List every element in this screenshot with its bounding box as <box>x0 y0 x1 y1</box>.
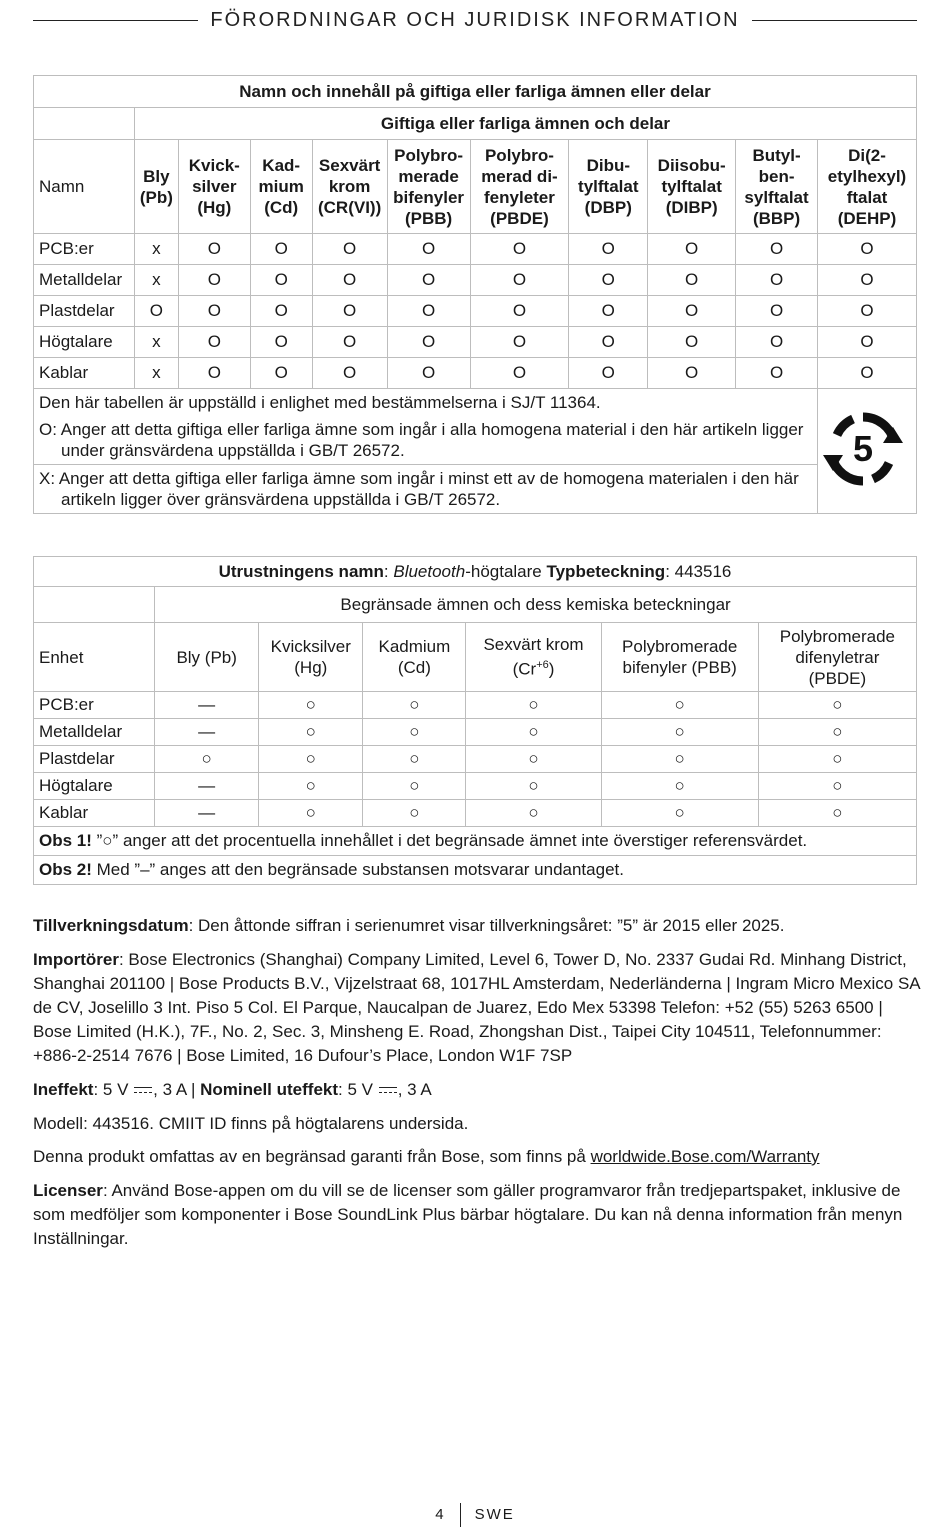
table1-col-header: Butyl- ben- sylftalat (BBP) <box>736 140 818 234</box>
dc-symbol-icon <box>378 1085 398 1097</box>
dc-symbol-icon <box>133 1085 153 1097</box>
table-cell: ○ <box>601 800 758 827</box>
table-cell: ○ <box>601 719 758 746</box>
power-rating: Ineffekt: 5 V , 3 A | Nominell uteffekt: 5 V , 3 A <box>33 1080 432 1099</box>
table-cell: ○ <box>259 746 363 773</box>
table-cell: ○ <box>758 800 916 827</box>
table-cell: x <box>134 234 178 265</box>
table2-unit-header: Enhet <box>34 623 155 692</box>
table-cell: ○ <box>601 746 758 773</box>
row-name: Plastdelar <box>34 296 135 327</box>
table-cell: O <box>312 327 387 358</box>
table2-col-header: Kvicksilver (Hg) <box>259 623 363 692</box>
table-row <box>34 296 917 327</box>
table-cell: O <box>312 358 387 389</box>
table1-col-header: Polybro- merad di- fenyleter (PBDE) <box>470 140 569 234</box>
table2-col-header: Bly (Pb) <box>155 623 259 692</box>
table-cell: O <box>387 358 470 389</box>
table-cell: O <box>387 327 470 358</box>
svg-text:5: 5 <box>852 427 874 469</box>
table-row <box>34 746 917 773</box>
table-cell: ○ <box>601 692 758 719</box>
table-cell: ○ <box>363 773 466 800</box>
table-cell: ○ <box>466 773 601 800</box>
row-name: Metalldelar <box>34 265 135 296</box>
table-cell: ○ <box>259 800 363 827</box>
table-cell: O <box>818 327 917 358</box>
table-cell: ○ <box>259 719 363 746</box>
table-cell: O <box>178 327 250 358</box>
table-cell: x <box>134 358 178 389</box>
table-cell: ○ <box>466 746 601 773</box>
table-cell: O <box>387 296 470 327</box>
table-cell: ○ <box>363 746 466 773</box>
row-name: Högtalare <box>34 327 135 358</box>
efup-logo-cell <box>818 389 917 514</box>
restricted-substances-table <box>33 556 917 885</box>
table-row <box>34 719 917 746</box>
page-footer <box>0 1503 950 1527</box>
table-row <box>34 800 917 827</box>
table-cell: ○ <box>601 773 758 800</box>
table1-col-header: Dibu- tylftalat (DBP) <box>569 140 648 234</box>
table2-title: Utrustningens namn: Bluetooth-högtalare Typbeteckning: 443516 <box>34 557 917 587</box>
table-cell: O <box>736 358 818 389</box>
table-cell: O <box>569 265 648 296</box>
table-cell: O <box>736 327 818 358</box>
table2-group-header: Begränsade ämnen och dess kemiska beteckningar <box>155 587 917 623</box>
table-row <box>34 773 917 800</box>
table-cell: x <box>134 327 178 358</box>
table-cell: ○ <box>363 692 466 719</box>
table-cell: O <box>312 234 387 265</box>
table-cell: O <box>648 234 736 265</box>
table1-col-header: Di(2- etylhexyl) ftalat (DEHP) <box>818 140 917 234</box>
table-cell: O <box>470 327 569 358</box>
table2-col-header: Polybromerade difenyletrar (PBDE) <box>758 623 916 692</box>
row-name: Kablar <box>34 800 155 827</box>
table-cell: O <box>818 234 917 265</box>
licenses-info: Licenser: Använd Bose-appen om du vill se de licenser som gäller programvaror från tredjepartspaket, inklusive de som medföljer som komponenter i Bose SoundLink Plus bärbar högtalare. Du kan nå denna information från menyn Inställningar. <box>33 1181 903 1248</box>
table-cell: ○ <box>758 692 916 719</box>
page-number: 4 <box>435 1505 446 1523</box>
table-cell: ○ <box>758 719 916 746</box>
table-cell: x <box>134 265 178 296</box>
table1-col-header: Bly (Pb) <box>134 140 178 234</box>
table2-col-header: Polybromerade bifenyler (PBB) <box>601 623 758 692</box>
table-cell: — <box>155 773 259 800</box>
footer-separator <box>460 1503 461 1527</box>
table-cell: O <box>470 234 569 265</box>
row-name: Metalldelar <box>34 719 155 746</box>
table1-col-header: Sexvärt krom (CR(VI)) <box>312 140 387 234</box>
table-cell: O <box>648 358 736 389</box>
table-cell: O <box>736 265 818 296</box>
page-header <box>33 6 917 34</box>
table-cell: O <box>250 234 312 265</box>
table-cell: O <box>312 296 387 327</box>
table-cell: O <box>250 358 312 389</box>
table-cell: O <box>569 358 648 389</box>
table-cell: O <box>387 234 470 265</box>
table-row <box>34 327 917 358</box>
table2-col-header: Sexvärt krom $(Cr^{+6})$ <box>466 623 601 692</box>
table-cell: — <box>155 800 259 827</box>
table-cell: O <box>736 296 818 327</box>
page-title: FÖRORDNINGAR OCH JURIDISK INFORMATION <box>210 8 740 31</box>
table1-col-header: Polybro- merade bifenyler (PBB) <box>387 140 470 234</box>
table-cell: ○ <box>466 719 601 746</box>
table1-title: Namn och innehåll på giftiga eller farliga ämnen eller delar <box>34 76 917 108</box>
table1-blank-cell <box>34 108 135 140</box>
table-cell: O <box>134 296 178 327</box>
model-info: Modell: 443516. CMIIT ID finns på högtalarens undersida. <box>33 1114 469 1133</box>
table-cell: O <box>387 265 470 296</box>
table1-note-o: O: Anger att detta giftiga eller farliga ämne som ingår i alla homogena material i den här artikeln ligger under gränsvärdena uppställda i GB/T 26572. <box>34 416 818 465</box>
importers: Importörer: Bose Electronics (Shanghai) Company Limited, Level 6, Tower D, No. 2337 Gudai Rd. Minhang District, Shanghai 201100 | Bose Products B.V., Vijzelstraat 68, 1017HL Amsterdam, Nederländerna | Ingram Micro Mexico SA de CV, Joselillo 3 Int. Piso 5 Col. El Parque, Naucalpan de Juarez, Edo Mex 53398 Telefon: +52 (55) 5263 6500 | Bose Limited (H.K.), 7F., No. 2, Sec. 3, Minsheng E. Road, Zhongshan Dist., Taipei City 104511, Telefonnummer: +886-2-2514 7676 | Bose Limited, 16 Dufour’s Place, London W1F 7SP <box>33 950 920 1065</box>
table1-col-header: Diisobu- tylftalat (DIBP) <box>648 140 736 234</box>
table1-note-x: X: Anger att detta giftiga eller farliga ämne som ingår i minst ett av de homogena materialen i den här artikeln ligger över gränsvärdena uppställda i GB/T 26572. <box>34 465 818 514</box>
table-row <box>34 234 917 265</box>
table-cell: O <box>648 265 736 296</box>
table1-note-standard: Den här tabellen är uppställd i enlighet med bestämmelserna i SJ/T 11364. <box>34 389 818 417</box>
row-name: Plastdelar <box>34 746 155 773</box>
table-cell: O <box>818 296 917 327</box>
table-cell: O <box>818 265 917 296</box>
table-cell: O <box>648 296 736 327</box>
row-name: Kablar <box>34 358 135 389</box>
table-cell: O <box>470 265 569 296</box>
table-cell: O <box>178 234 250 265</box>
warranty-link[interactable]: worldwide.Bose.com/Warranty <box>590 1147 820 1166</box>
table2-note-2: Obs 2! Med ”–” anges att den begränsade substansen motsvarar undantaget. <box>34 856 917 885</box>
manufacture-date: Tillverkningsdatum: Den åttonde siffran i serienumret visar tillverkningsåret: ”5” är 2015 eller 2025. <box>33 916 785 935</box>
table-cell: ○ <box>363 800 466 827</box>
row-name: PCB:er <box>34 692 155 719</box>
language-code: SWE <box>474 1505 515 1523</box>
header-rule-right <box>752 20 917 21</box>
table-cell: O <box>312 265 387 296</box>
table2-note-1: Obs 1! ”○” anger att det procentuella innehållet i det begränsade ämnet inte överstiger referensvärdet. <box>34 827 917 856</box>
table1-col-header: Kvick- silver (Hg) <box>178 140 250 234</box>
table-cell: ○ <box>466 800 601 827</box>
table1-group-header: Giftiga eller farliga ämnen och delar <box>134 108 916 140</box>
table-cell: O <box>250 265 312 296</box>
table-cell: O <box>178 296 250 327</box>
table-row <box>34 692 917 719</box>
table2-col-header: Kadmium (Cd) <box>363 623 466 692</box>
row-name: PCB:er <box>34 234 135 265</box>
table1-col-header: Kad- mium (Cd) <box>250 140 312 234</box>
table-cell: O <box>178 358 250 389</box>
table-cell: O <box>470 296 569 327</box>
table-cell: O <box>569 327 648 358</box>
warranty-info: Denna produkt omfattas av en begränsad garanti från Bose, som finns på worldwide.Bose.com/Warranty <box>33 1147 820 1166</box>
table-cell: — <box>155 692 259 719</box>
table-cell: ○ <box>259 773 363 800</box>
hazardous-substances-table <box>33 75 917 514</box>
table-cell: ○ <box>758 773 916 800</box>
table-cell: ○ <box>155 746 259 773</box>
table-row <box>34 265 917 296</box>
table-cell: ○ <box>259 692 363 719</box>
row-name: Högtalare <box>34 773 155 800</box>
table1-name-header: Namn <box>34 140 135 234</box>
table-row <box>34 358 917 389</box>
table-cell: O <box>569 296 648 327</box>
table-cell: ○ <box>363 719 466 746</box>
header-rule-left <box>33 20 198 21</box>
table-cell: O <box>648 327 736 358</box>
efup-5-icon <box>823 409 903 489</box>
table-cell: O <box>818 358 917 389</box>
table-cell: O <box>736 234 818 265</box>
table-cell: ○ <box>758 746 916 773</box>
table-cell: O <box>178 265 250 296</box>
table2-blank-cell <box>34 587 155 623</box>
table-cell: — <box>155 719 259 746</box>
table-cell: ○ <box>466 692 601 719</box>
table-cell: O <box>569 234 648 265</box>
table-cell: O <box>470 358 569 389</box>
table-cell: O <box>250 327 312 358</box>
table-cell: O <box>250 296 312 327</box>
